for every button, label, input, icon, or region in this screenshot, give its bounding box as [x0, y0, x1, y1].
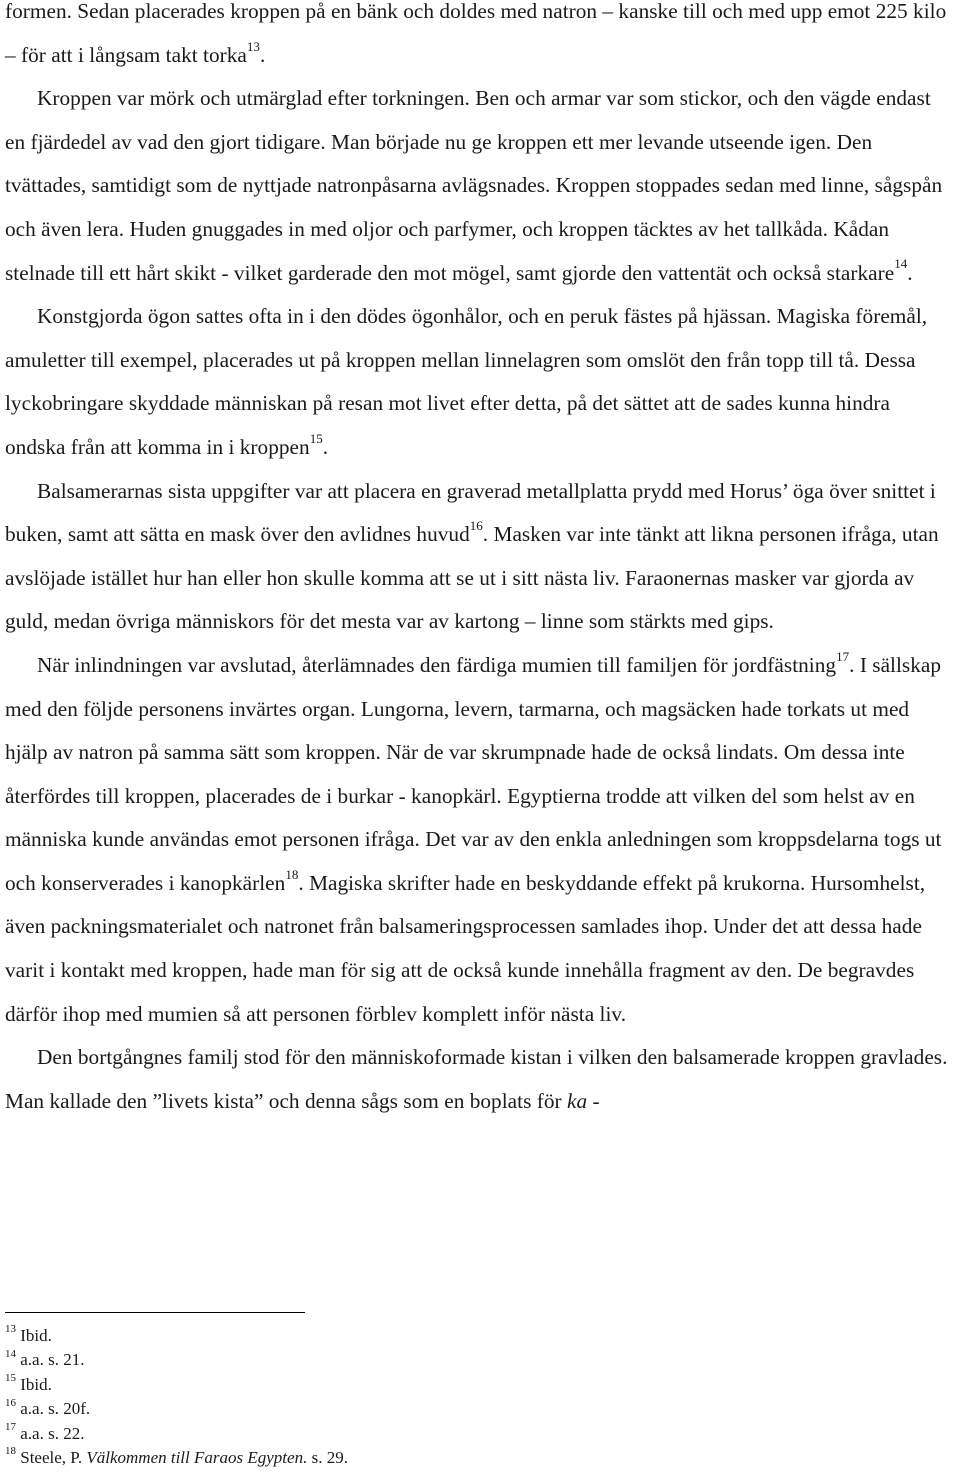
footnote [5, 1348, 348, 1372]
footnote-separator [5, 1312, 305, 1313]
footnote-number: 14 [5, 1347, 16, 1360]
footnote [5, 1422, 348, 1446]
footnote-text: a.a. s. 20f. [20, 1399, 91, 1419]
paragraph-text: formen. Sedan placerades kroppen på en bänk och doldes med natron – kanske till och med upp emot 225 kilo – för att i långsam takt torka [5, 0, 947, 67]
italic-term: ka [566, 1088, 588, 1113]
footnote-title: Välkommen till Faraos Egypten. [86, 1448, 308, 1468]
paragraph-text: Den bortgångnes familj stod för den människoformade kistan i vilken den balsamerade kroppen gravlades. Man kallade den ”livets kista” och denna sågs som en boplats för [5, 1045, 948, 1113]
footnote-text: Steele, P. [20, 1448, 87, 1468]
footnote [5, 1446, 348, 1470]
paragraph-text: - [587, 1088, 600, 1113]
footnote-ref[interactable]: 14 [894, 256, 908, 272]
footnote-number: 13 [5, 1323, 16, 1336]
paragraph-text: Konstgjorda ögon sattes ofta in i den dödes ögonhålor, och en peruk fästes på hjässan. Magiska föremål, amuletter till exempel, placerades ut på kroppen mellan linnelagren som omslöt den från topp till tå. Dessa lyckobringare skyddade människan på resan mot livet efter detta, på det sättet att de sades kunna hindra ondska från att komma in i kroppen [5, 304, 928, 459]
paragraph [5, 470, 955, 644]
footnote-ref[interactable]: 15 [309, 430, 323, 446]
paragraph-text: Kroppen var mörk och utmärglad efter torkningen. Ben och armar var som stickor, och den vägde endast en fjärdedel av vad den gjort tidigare. Man började nu ge kroppen ett mer levande utseende igen. Den tvättades, samtidigt som de nyttjade natronpåsarna avlägsnades. Kroppen stoppades sedan med linne, sågspån och även lera. Huden gnuggades in med oljor och parfymer, och kroppen täcktes av het tallkåda. Kådan stelnade till ett hårt skikt - vilket garderade den mot mögel, samt gjorde den vattentät och också starkare [5, 86, 943, 285]
footnote-number: 18 [5, 1445, 16, 1458]
paragraph-text: Balsamerarnas sista uppgifter var att placera en graverad metallplatta prydd med Horus’ öga över snittet i buken, samt att sätta en mask över den avlidnes huvud [5, 478, 936, 547]
footnote [5, 1373, 348, 1397]
paragraph [5, 1036, 955, 1123]
footnote-ref[interactable]: 13 [246, 38, 260, 54]
paragraph [5, 644, 955, 1036]
document-page [5, 0, 955, 1123]
footnote-ref[interactable]: 16 [469, 518, 483, 534]
footnote [5, 1397, 348, 1421]
footnote-text: Ibid. [20, 1374, 52, 1394]
paragraph [5, 295, 955, 469]
footnote-number: 16 [5, 1396, 16, 1409]
footnote-ref[interactable]: 17 [836, 648, 850, 664]
paragraph-text: . Magiska skrifter hade en beskyddande effekt på krukorna. Hursomhelst, även packningsmaterialet och natronet från balsameringsprocessen samlades ihop. Under det att dessa hade varit i kontakt med kroppen, hade man för sig att de också kunde innehålla fragment av den. De begravdes därför ihop med mumien så att personen förblev komplett inför nästa liv. [5, 870, 926, 1026]
footnote-number: 17 [5, 1420, 16, 1433]
paragraph [5, 0, 955, 77]
footnotes [5, 1324, 348, 1470]
paragraph-text: . [907, 260, 913, 285]
footnote-text: Ibid. [20, 1326, 52, 1345]
paragraph-text: . [259, 42, 266, 67]
footnote [5, 1324, 348, 1348]
paragraph-text: . I sällskap med den följde personens invärtes organ. Lungorna, levern, tarmarna, och magsäcken hade torkats ut med hjälp av natron på samma sätt som kroppen. När de var skrumpnade hade de också lindats. Om dessa inte återfördes till kroppen, placerades de i burkar - kanopkärl. Egyptierna trodde att vilken del som helst av en människa kunde användas emot personen ifråga. Det var av den enkla anledningen som kroppsdelarna togs ut och konserverades i kanopkärlen [5, 652, 942, 895]
paragraph-text: . Masken var inte tänkt att likna personen ifråga, utan avslöjade istället hur han eller hon skulle komma att se ut i sitt nästa liv. Faraonernas masker var gjorda av guld, medan övriga människors för det mesta var av kartong – linne som stärkts med gips. [5, 522, 939, 634]
footnote-ref[interactable]: 18 [285, 866, 299, 882]
paragraph [5, 77, 955, 295]
footnote-text: a.a. s. 22. [20, 1423, 85, 1443]
paragraph-text: . [322, 434, 329, 459]
footnote-text: a.a. s. 21. [20, 1350, 85, 1370]
paragraph-text: När inlindningen var avslutad, återlämnades den färdiga mumien till familjen för jordfästning [37, 652, 837, 677]
footnote-text: s. 29. [307, 1448, 348, 1468]
footnote-number: 15 [5, 1372, 16, 1385]
body-text [5, 0, 955, 1123]
